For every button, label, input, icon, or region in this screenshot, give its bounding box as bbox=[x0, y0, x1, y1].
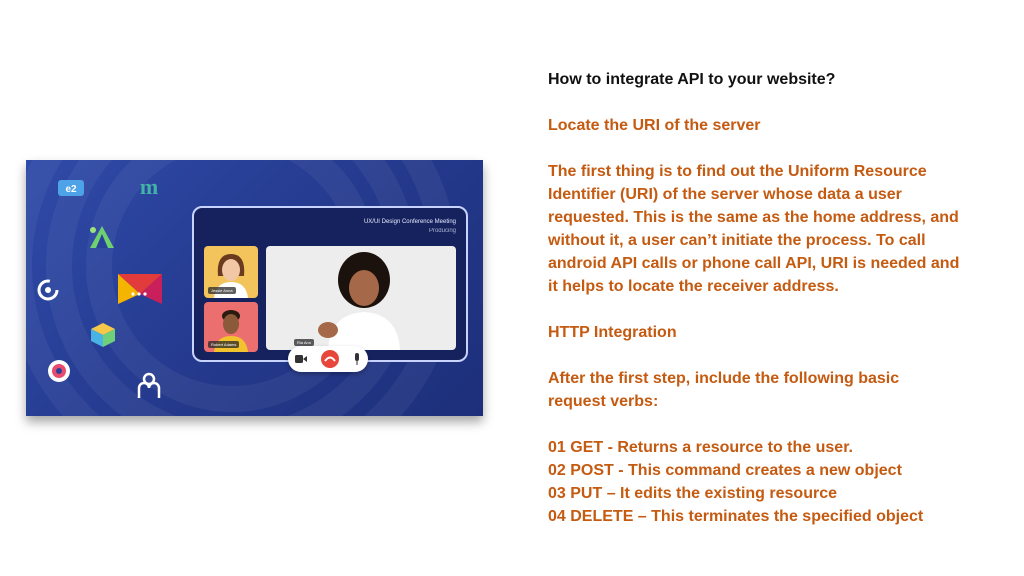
participant-thumbnail bbox=[204, 302, 258, 352]
mail-envelope-icon bbox=[118, 272, 162, 306]
svg-text:e2: e2 bbox=[65, 184, 77, 195]
end-call-icon[interactable] bbox=[321, 350, 339, 368]
people-logo-icon bbox=[136, 372, 162, 400]
target-ring-icon bbox=[46, 358, 72, 384]
section-heading: Locate the URI of the server bbox=[548, 117, 761, 134]
c-ring-logo-icon bbox=[34, 276, 62, 304]
paragraph-line: After the first step, include the following basic bbox=[548, 370, 900, 387]
speaker-name-tag: Ria Ann bbox=[294, 339, 314, 346]
section-heading: HTTP Integration bbox=[548, 324, 677, 341]
m-logo-icon bbox=[136, 176, 162, 198]
microphone-icon[interactable] bbox=[353, 353, 361, 365]
meeting-subtitle: Producing bbox=[428, 228, 456, 234]
verb-item: 02 POST - This command creates a new object bbox=[548, 462, 902, 479]
svg-text:m: m bbox=[139, 176, 159, 198]
participant-name-tag: Jessie Anna bbox=[208, 287, 236, 294]
paragraph-line: android API calls or phone call API, URI is needed and bbox=[548, 255, 960, 272]
article-text bbox=[548, 68, 988, 528]
paragraph-line: requested. This is the same as the home address, and bbox=[548, 209, 959, 226]
meeting-window bbox=[192, 206, 468, 362]
verb-item: 04 DELETE – This terminates the specified object bbox=[548, 508, 924, 525]
main-video-feed bbox=[266, 246, 456, 350]
participant-thumbnail bbox=[204, 246, 258, 298]
paragraph-line: it helps to locate the receiver address. bbox=[548, 278, 839, 295]
participant-name-tag: Robert Adams bbox=[208, 341, 239, 348]
verb-item: 03 PUT – It edits the existing resource bbox=[548, 485, 837, 502]
verb-item: 01 GET - Returns a resource to the user. bbox=[548, 439, 853, 456]
paragraph-line: The first thing is to find out the Uniform Resource bbox=[548, 163, 927, 180]
article-question: How to integrate API to your website? bbox=[548, 71, 836, 88]
cube-logo-icon bbox=[90, 322, 116, 348]
paragraph-line: without it, a user can’t initiate the process. To call bbox=[548, 232, 926, 249]
meeting-header bbox=[364, 218, 456, 236]
video-call-illustration bbox=[26, 160, 483, 416]
speaker-woman-avatar bbox=[266, 246, 456, 350]
paragraph-line: request verbs: bbox=[548, 393, 659, 410]
star-a-logo-icon bbox=[88, 224, 116, 250]
meeting-title: UX/UI Design Conference Meeting bbox=[363, 219, 456, 225]
paragraph-line: Identifier (URI) of the server whose data a user bbox=[548, 186, 902, 203]
e2-badge-icon bbox=[58, 180, 84, 196]
video-camera-icon[interactable] bbox=[295, 355, 307, 363]
call-controls bbox=[288, 346, 368, 372]
